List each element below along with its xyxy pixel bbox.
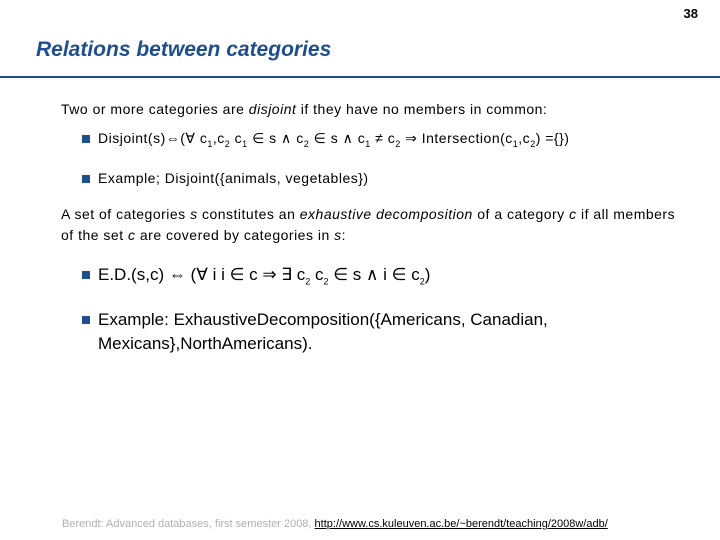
exhaustive-example: Example: ExhaustiveDecomposition({Americans, Canadian, Mexicans},NorthAmericans). [98,310,548,354]
page-number: 38 [683,6,698,21]
slide-body [61,99,691,356]
footer-text: Berendt: Advanced databases, first semester 2008, [62,518,315,530]
title-divider [0,76,720,78]
term-disjoint: disjoint [248,101,297,117]
disjoint-example: Example; Disjoint({animals, vegetables}) [98,169,369,186]
bullet-exhaustive-formula [61,263,691,293]
exhaustive-definition: A set of categories s constitutes an exhaustive decomposition of a category c if all members of the set c are covered by categories in s: [61,205,676,243]
term-exhaustive-decomposition: exhaustive decomposition [299,205,473,222]
bullet-square-icon [82,135,90,143]
disjoint-definition: Two or more categories are disjoint if they have no members in common: [61,101,548,117]
bullet-disjoint-example [61,168,691,189]
bullet-square-icon [82,316,90,324]
exhaustive-formula: E.D.(s,c) ⇔ (∀ i i ∈ c ⇒ ∃ $c_2$ $c_2$ ∈ s ∧ i ∈ $c_2$) [98,264,431,287]
footer-link[interactable]: http://www.cs.kuleuven.ac.be/~berendt/teaching/2008w/adb/ [314,518,608,530]
footer [62,518,608,530]
bullet-disjoint-formula [61,128,691,155]
disjoint-formula: Disjoint(s)⇔(∀ $c_1,c_2$ $c_1$ ∈ s ∧ $c_2$ ∈ s ∧ $c_1 \ne c_2$ ⇒ $Intersection(c_1,c_2)$ ={}) [98,130,570,149]
slide-title: Relations between categories [36,38,332,61]
bullet-square-icon [82,175,90,183]
bullet-square-icon [82,271,90,279]
bullet-exhaustive-example [61,308,691,356]
